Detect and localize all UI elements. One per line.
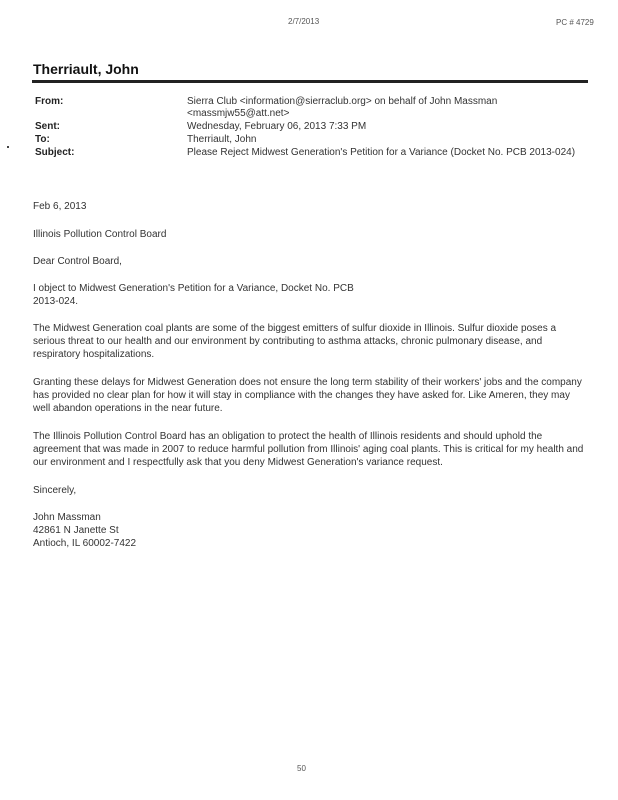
signature-name: John Massman — [33, 512, 101, 523]
sent-label: Sent: — [35, 121, 60, 132]
subject-label: Subject: — [35, 147, 75, 158]
header-pc-number: PC # 4729 — [556, 18, 594, 27]
letter-date: Feb 6, 2013 — [33, 201, 87, 212]
letter-paragraph-4: The Illinois Pollution Control Board has an obligation to protect the health of Illinois residents and should uphold the agreement that was made in 2007 to reduce harmful pollution from Illinois' aging coal plants. This is critical for my health and our environment and I respectfully ask that you deny Midwest Generation's variance request. — [33, 431, 584, 468]
signature-city: Antioch, IL 60002-7422 — [33, 538, 137, 549]
letter-salutation: Dear Control Board, — [33, 256, 122, 267]
sent-value: Wednesday, February 06, 2013 7:33 PM — [187, 121, 367, 132]
page-number: 50 — [297, 764, 306, 773]
signature-street: 42861 N Janette St — [33, 525, 119, 536]
sender-name: Therriault, John — [33, 61, 139, 77]
from-value: Sierra Club <information@sierraclub.org> on behalf of John Massman <massmjw55@att.net> — [187, 96, 498, 119]
letter-recipient: Illinois Pollution Control Board — [33, 229, 167, 240]
header-date: 2/7/2013 — [288, 17, 320, 26]
letter-closing: Sincerely, — [33, 485, 77, 496]
letter-paragraph-1: I object to Midwest Generation's Petition for a Variance, Docket No. PCB 2013-024. — [33, 283, 354, 307]
subject-value: Please Reject Midwest Generation's Petition for a Variance (Docket No. PCB 2013-024) — [187, 147, 576, 158]
to-value: Therriault, John — [187, 134, 257, 145]
from-label: From: — [35, 96, 64, 107]
letter-paragraph-2: The Midwest Generation coal plants are some of the biggest emitters of sulfur dioxide in Illinois. Sulfur dioxide poses a serious threat to our health and our environment by contributing to asthma attacks, chronic pulmonary disease, and respiratory hospitalizations. — [33, 323, 557, 360]
to-label: To: — [35, 134, 50, 145]
scan-mark — [7, 146, 9, 148]
header-rule — [32, 80, 588, 83]
letter-paragraph-3: Granting these delays for Midwest Generation does not ensure the long term stability of their workers' jobs and the company has provided no clear plan for how it will stay in compliance with the changes they have asked for. Like Ameren, they may well abandon operations in the near future. — [33, 377, 582, 414]
